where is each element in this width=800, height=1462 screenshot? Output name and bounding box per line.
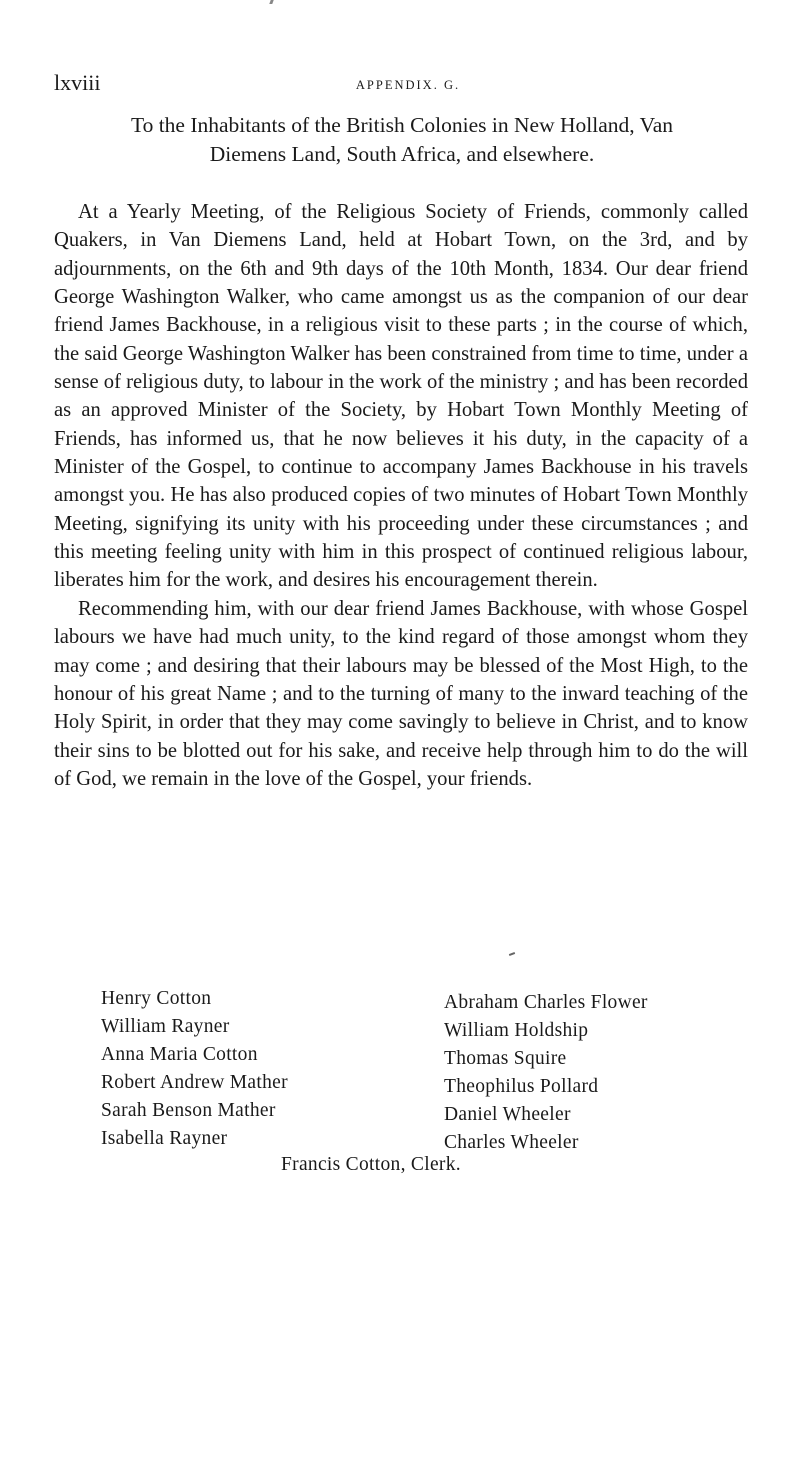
- address-line-1: To the Inhabitants of the British Colonies in New Holland, Van: [130, 113, 674, 137]
- scan-mark: [509, 952, 515, 956]
- running-head: [54, 70, 748, 94]
- clerk-signature: Francis Cotton, Clerk.: [281, 1154, 461, 1175]
- signature: Isabella Rayner: [101, 1128, 228, 1149]
- paragraph-minute: At a Yearly Meeting, of the Religious Society of Friends, commonly called Quakers, in Van Diemens Land, held at Hobart Town, on the 3rd, and by adjournments, on the 6th and 9th days of the 10th Month, 1834. Our dear friend George Washington Walker, who came amongst us as the companion of our dear friend James Backhouse, in a religious visit to these parts ; in the course of which, the said George Washington Walker has been constrained from time to time, under a sense of religious duty, to labour in the work of the ministry ; and has been recorded as an approved Minister of the Society, by Hobart Town Monthly Meeting of Friends, has informed us, that he now believes it his duty, in the capacity of a Minister of the Gospel, to continue to accompany James Backhouse in his travels amongst you. He has also produced copies of two minutes of Hobart Town Monthly Meeting, signifying its unity with his proceeding under these circumstances ; and this meeting feeling unity with him in this prospect of continued religious labour, liberates him for the work, and desires his encouragement therein.: [54, 201, 748, 592]
- signature: Charles Wheeler: [444, 1132, 579, 1153]
- signature: William Holdship: [444, 1020, 589, 1041]
- address-line-2: Diemens Land, South Africa, and elsewhere.: [209, 142, 595, 166]
- signature: Abraham Charles Flower: [444, 992, 648, 1013]
- signature: Robert Andrew Mather: [101, 1072, 288, 1093]
- signature: Sarah Benson Mather: [101, 1100, 276, 1121]
- signature: Daniel Wheeler: [444, 1104, 571, 1125]
- signature: Theophilus Pollard: [444, 1076, 599, 1097]
- body-text: [54, 198, 748, 793]
- address-heading: [54, 111, 750, 169]
- signatures-left-column: [101, 985, 288, 1153]
- signature: Thomas Squire: [444, 1048, 567, 1069]
- signatures-right-column: [444, 989, 648, 1157]
- signature: William Rayner: [101, 1016, 230, 1037]
- scan-mark: [269, 0, 273, 4]
- signature: Henry Cotton: [101, 988, 212, 1009]
- signature: Anna Maria Cotton: [101, 1044, 258, 1065]
- running-title: APPENDIX. G.: [355, 78, 461, 92]
- page-number: lxviii: [54, 70, 101, 95]
- paragraph-recommendation: Recommending him, with our dear friend James Backhouse, with whose Gospel labours we have had much unity, to the kind regard of those amongst whom they may come ; and desiring that their labours may be blessed of the Most High, to the honour of his great Name ; and to the turning of many to the inward teaching of the Holy Spirit, in order that they may come savingly to believe in Christ, and to know their sins to be blotted out for his sake, and receive help through him to do the will of God, we remain in the love of the Gospel, your friends.: [54, 597, 748, 790]
